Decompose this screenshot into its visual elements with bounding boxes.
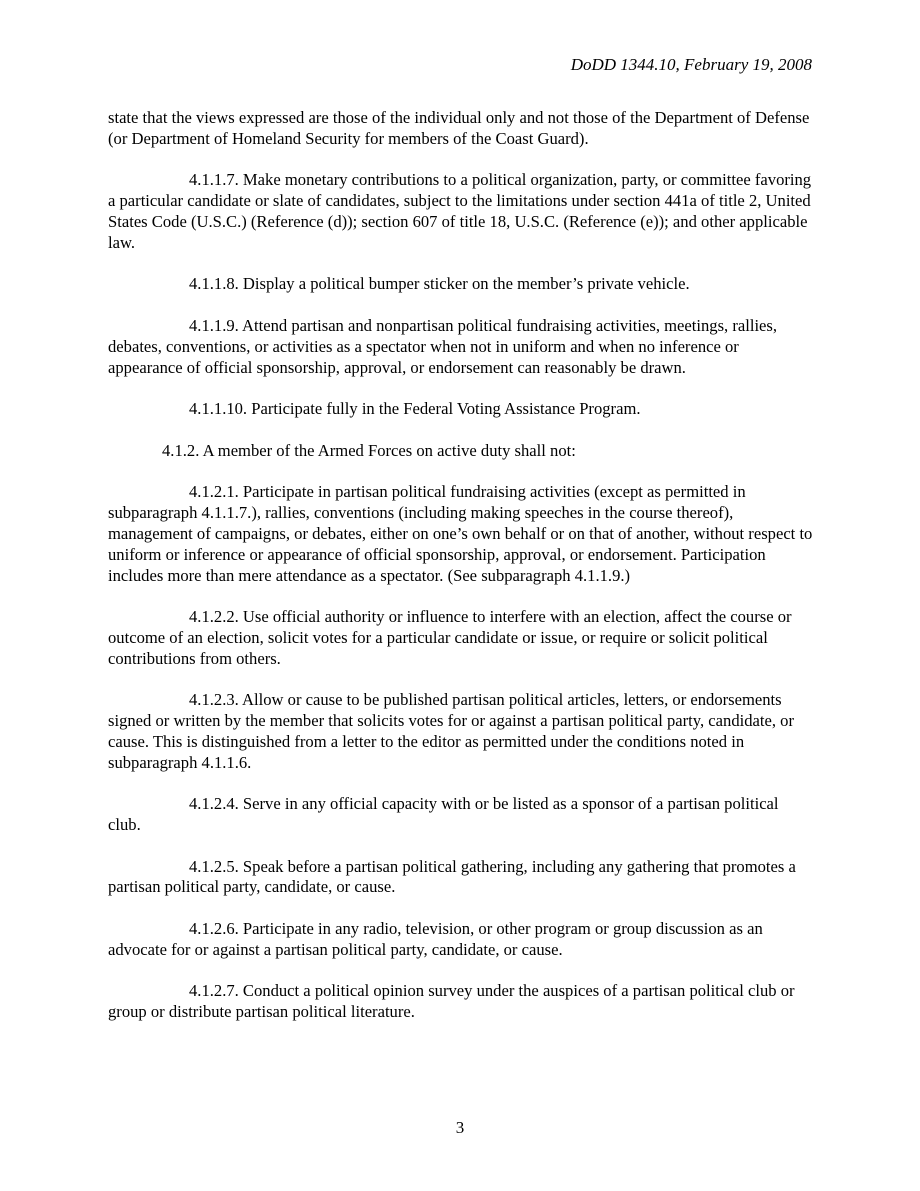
paragraph-4-1-2-6: 4.1.2.6. Participate in any radio, television, or other program or group discussion as an advocate for or against a partisan political party, candidate, or cause. [108,919,763,959]
paragraph-4-1-2-2: 4.1.2.2. Use official authority or influence to interfere with an election, affect the course or outcome of an election, solicit votes for a particular candidate or issue, or require or solicit political contributions from others. [108,607,792,668]
document-header: DoDD 1344.10, February 19, 2008 [570,55,812,74]
paragraph-continuation: state that the views expressed are those of the individual only and not those of the Department of Defense (or Department of Homeland Security for members of the Coast Guard). [108,108,810,148]
paragraph-4-1-2-4: 4.1.2.4. Serve in any official capacity with or be listed as a sponsor of a partisan political club. [108,794,779,835]
page-number: 3 [455,1118,465,1137]
paragraph-4-1-2-5: 4.1.2.5. Speak before a partisan political gathering, including any gathering that promotes a partisan political party, candidate, or cause. [108,856,796,897]
paragraph-4-1-2-7: 4.1.2.7. Conduct a political opinion survey under the auspices of a partisan political club or group or distribute partisan political literature. [108,981,795,1022]
document-body [108,108,814,1044]
paragraph-4-1-2: 4.1.2. A member of the Armed Forces on active duty shall not: [162,440,576,460]
paragraph-4-1-1-8: 4.1.1.8. Display a political bumper sticker on the member’s private vehicle. [189,274,690,294]
paragraph-4-1-1-7: 4.1.1.7. Make monetary contributions to a political organization, party, or committee favoring a particular candidate or slate of candidates, subject to the limitations under section 441a of title 2, United States Code (U.S.C.) (Reference (d)); section 607 of title 18, U.S.C. (Reference (e)); and other applicable law. [108,170,812,252]
paragraph-4-1-1-10: 4.1.1.10. Participate fully in the Federal Voting Assistance Program. [189,399,641,419]
paragraph-4-1-2-3: 4.1.2.3. Allow or cause to be published partisan political articles, letters, or endorsements signed or written by the member that solicits votes for or against a partisan political party, candidate, or cause. This is distinguished from a letter to the editor as permitted under the conditions noted in subparagraph 4.1.1.6. [108,690,794,772]
paragraph-4-1-1-9: 4.1.1.9. Attend partisan and nonpartisan political fundraising activities, meetings, rallies, debates, conventions, or activities as a spectator when not in uniform and when no inference or appearance of official sponsorship, approval, or endorsement can reasonably be drawn. [108,315,778,377]
paragraph-4-1-2-1: 4.1.2.1. Participate in partisan political fundraising activities (except as permitted in subparagraph 4.1.1.7.), rallies, conventions (including making speeches in the course thereof), management of campaigns, or debates, either on one’s own behalf or on that of another, without respect to uniform or inference or appearance of official sponsorship, approval, or endorsement. Participation includes more than mere attendance as a spectator. (See subparagraph 4.1.1.9.) [108,482,813,585]
